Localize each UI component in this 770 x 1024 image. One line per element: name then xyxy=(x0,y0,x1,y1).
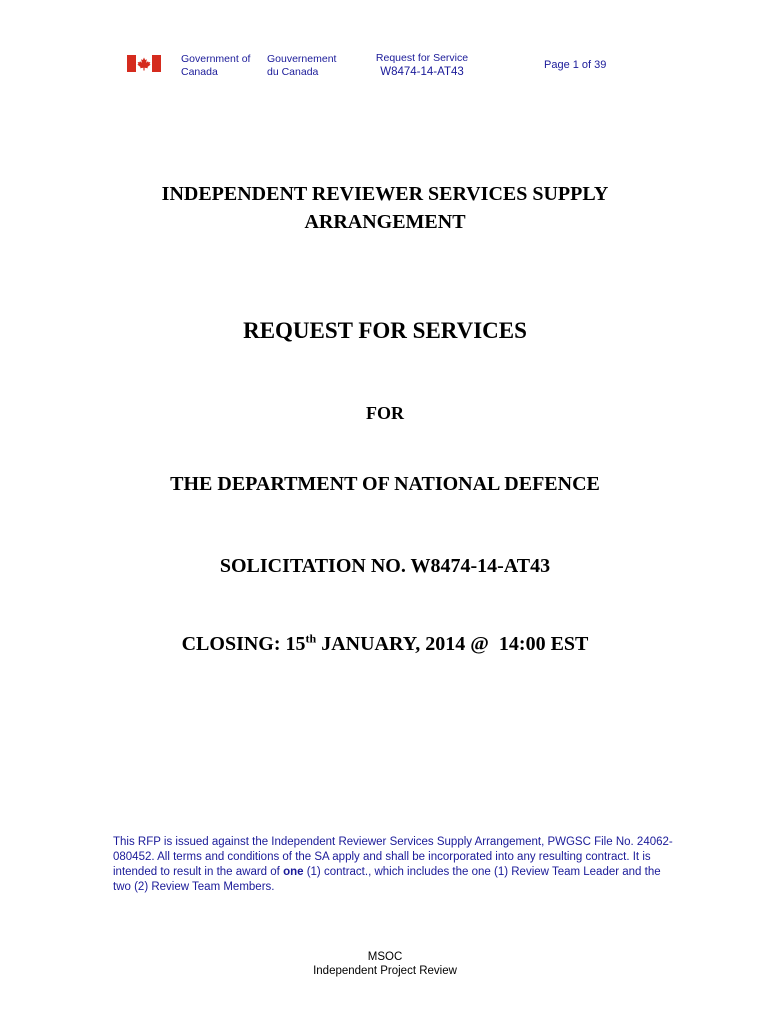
gouvernement-du-canada-fr xyxy=(267,53,336,79)
document-title xyxy=(0,180,770,236)
footer-line1: MSOC xyxy=(367,951,403,963)
footer xyxy=(0,950,770,978)
request-for-services-heading: REQUEST FOR SERVICES xyxy=(243,318,527,343)
title-line2: ARRANGEMENT xyxy=(304,211,466,233)
gov-en-line1: Government of xyxy=(181,53,251,65)
gov-fr-line2: du Canada xyxy=(267,66,319,78)
title-line1: INDEPENDENT REVIEWER SERVICES SUPPLY xyxy=(161,183,609,205)
gov-en-line2: Canada xyxy=(181,66,218,78)
canada-flag-icon xyxy=(127,55,161,72)
para-bold-one: one xyxy=(283,866,304,878)
closing-sup: th xyxy=(305,631,317,646)
gov-fr-line1: Gouvernement xyxy=(267,53,337,65)
closing-suffix: JANUARY, 2014 @ 14:00 EST xyxy=(316,633,589,655)
footer-line2: Independent Project Review xyxy=(313,965,457,977)
for-heading: FOR xyxy=(366,403,404,423)
para-part2: (1) contract., which includes the one (1) Review Team Leader and the two (2) Review Team Members. xyxy=(113,866,661,893)
page-number: Page 1 of 39 xyxy=(544,59,607,71)
rfp-description-paragraph xyxy=(113,835,673,895)
request-for-service-ref xyxy=(372,52,472,79)
solicitation-heading: SOLICITATION NO. W8474-14-AT43 xyxy=(219,555,551,577)
closing-heading xyxy=(0,633,770,656)
closing-prefix: CLOSING: 15 xyxy=(181,633,306,655)
para-part1: This RFP is issued against the Independent Reviewer Services Supply Arrangement, PWGSC File No. 24062-080452. All terms and conditions of the SA apply and shall be incorporated into any resulting contract. It is intended to result in the award of xyxy=(113,836,673,878)
rfs-line2: W8474-14-AT43 xyxy=(380,66,464,78)
government-of-canada-en xyxy=(181,53,250,79)
department-heading: THE DEPARTMENT OF NATIONAL DEFENCE xyxy=(170,473,600,495)
rfs-line1: Request for Service xyxy=(375,52,469,64)
